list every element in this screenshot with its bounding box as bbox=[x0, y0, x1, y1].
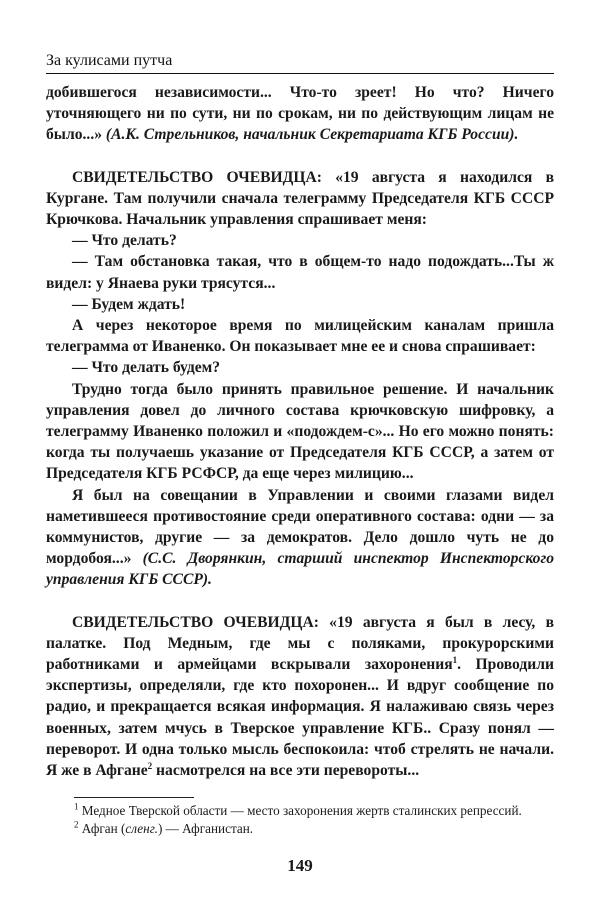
footnote-text: Медное Тверской области — место захоронения жертв сталинских репрессий. bbox=[81, 803, 522, 818]
footnote-ref[interactable]: 2 bbox=[147, 760, 153, 771]
paragraph: Трудно тогда было принять правильное решение. И начальник управления довел до личного состава крючковскую шифровку, а телеграмму Иваненко положил и «подождем-с»... Но его можно понять: когда ты получаешь указание от Председателя КГБ СССР, а затем от Председателя КГБ РСФСР, да еще через милицию... bbox=[46, 380, 554, 483]
source-attribution: (С.С. Дворянкин, старший инспектор Инспекторского управления КГБ СССР). bbox=[46, 550, 554, 589]
footnote-ref[interactable]: 1 bbox=[452, 654, 458, 665]
paragraph: А через некоторое время по милицейским каналам пришла телеграмма от Иваненко. Он показывает мне ее и снова спрашивает: bbox=[46, 317, 554, 356]
paragraph-gap bbox=[46, 591, 554, 612]
dialogue-line: — Будем ждать! bbox=[72, 295, 186, 313]
footnote-text: Афган ( bbox=[81, 821, 126, 836]
footnotes bbox=[46, 802, 554, 838]
paragraph-text: СВИДЕТЕЛЬСТВО ОЧЕВИДЦА: «19 августа я был в лесу, в палатке. Под Медным, где мы с поляками, прокурорскими работниками и армейцами вскрывали захоронения bbox=[46, 613, 554, 674]
footnote-rule bbox=[74, 797, 194, 798]
paragraph-text: Я был на совещании в Управлении и своими глазами видел наметившееся противостояние среди оперативного состава: одни — за коммунистов, другие — за демократов. Дело дошло чуть не до мордобоя...» bbox=[46, 486, 554, 568]
footnote-number: 1 bbox=[74, 801, 79, 812]
testimony-paragraph bbox=[46, 612, 554, 782]
paragraph-continuation bbox=[46, 82, 554, 146]
running-head: За кулисами путча bbox=[46, 52, 173, 69]
footnote-2 bbox=[46, 820, 554, 838]
paragraph-text: насмотрелся на все эти перевороты... bbox=[152, 762, 420, 780]
page-number: 149 bbox=[287, 856, 313, 875]
paragraph bbox=[46, 485, 554, 591]
footnote-text: ) — Афганистан. bbox=[157, 821, 254, 836]
footnote-1 bbox=[46, 802, 554, 820]
footnote-number: 2 bbox=[74, 819, 79, 830]
footnote-italic: сленг. bbox=[125, 821, 158, 836]
paragraph-gap bbox=[46, 146, 554, 167]
header-rule bbox=[46, 73, 554, 74]
dialogue-line: — Что делать? bbox=[72, 232, 177, 250]
paragraph-text: добившегося независимости... Что-то зреет! Но что? Ничего уточняющего ни по сути, ни по срокам, ни по действующим лицам не было...» bbox=[46, 84, 554, 144]
dialogue-line: — Что делать будем? bbox=[72, 359, 221, 377]
dialogue-line: — Там обстановка такая, что в общем-то надо подождать...Ты ж видел: у Янаева руки трясутся... bbox=[46, 253, 554, 292]
page-body bbox=[46, 82, 554, 781]
testimony-paragraph: СВИДЕТЕЛЬСТВО ОЧЕВИДЦА: «19 августа я находился в Кургане. Там получили сначала телеграмму Председателя КГБ СССР Крючкова. Начальник управления спрашивает меня: bbox=[46, 168, 554, 229]
paragraph-text: . Проводили экспертизы, определяли, где кто похоронен... И вдруг сообщение по радио, и прекращается всякая информация. Я налаживаю связь через военных, затем мчусь в Тверское управление КГБ.. Сразу понял — переворот. И одна только мысль беспокоила: чтоб стрелять не начали. Я же в Афгане bbox=[46, 656, 554, 780]
source-attribution: (А.К. Стрельников, начальник Секретариата КГБ России). bbox=[105, 126, 519, 144]
